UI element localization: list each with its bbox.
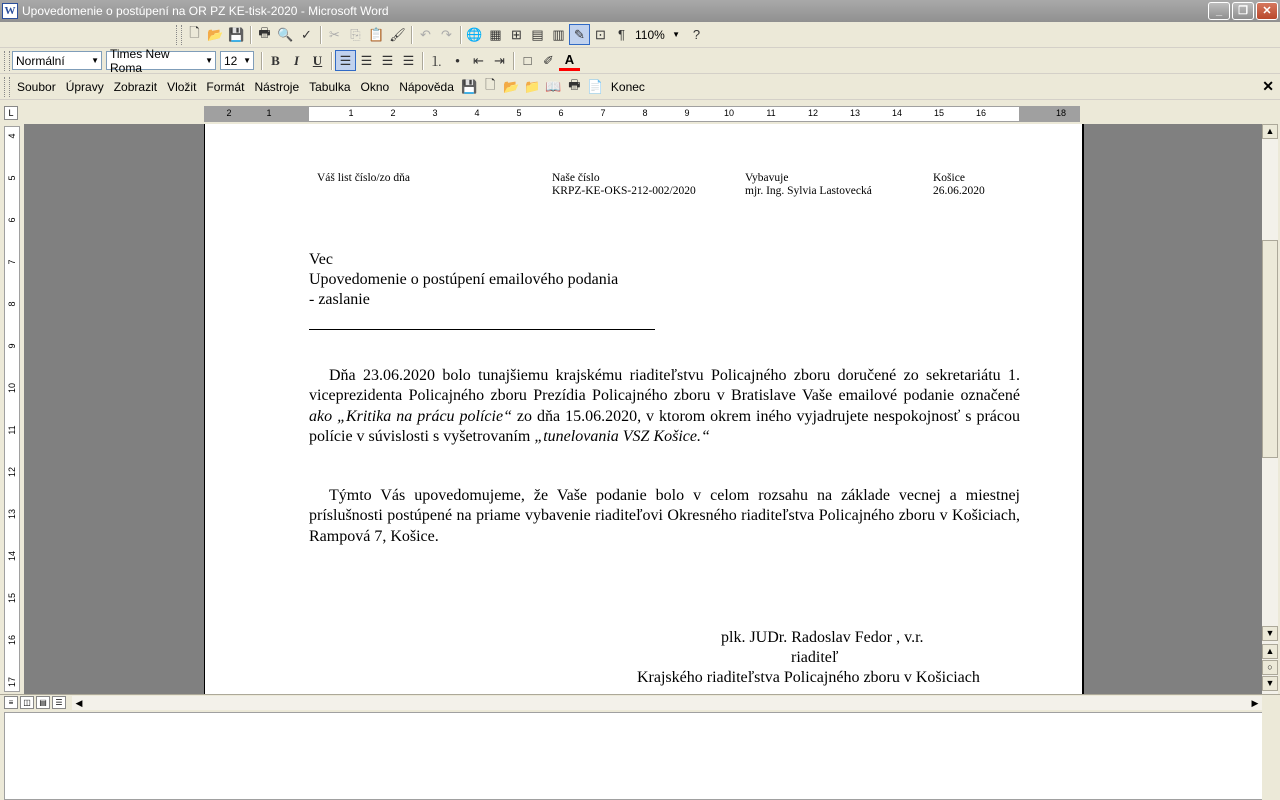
- subject-underline: [309, 329, 655, 330]
- ruler-number: 3: [432, 108, 438, 118]
- menu-zobrazit[interactable]: Zobrazit: [113, 79, 158, 94]
- ruler-number: 5: [516, 108, 522, 118]
- drawing-icon[interactable]: ✎: [569, 24, 590, 45]
- document-icon[interactable]: 📄: [587, 78, 604, 94]
- header-label: Naše číslo: [552, 172, 600, 184]
- zoom-select[interactable]: 110% ▼: [635, 27, 680, 42]
- para1-quote-a: ako „Kritika na prácu polície“: [309, 407, 512, 425]
- new-document-icon[interactable]: 🗋: [485, 76, 496, 92]
- cut-icon[interactable]: ✂: [329, 26, 340, 42]
- header-label: Košice: [933, 172, 965, 184]
- header-place-date: [933, 172, 985, 198]
- normal-view-icon[interactable]: ≡: [4, 696, 18, 709]
- menubar-grip[interactable]: [4, 77, 10, 97]
- document-page[interactable]: [204, 124, 1084, 694]
- font-size-select[interactable]: 12 ▼: [220, 51, 254, 70]
- scroll-up-icon[interactable]: ▲: [1262, 124, 1278, 139]
- columns-icon[interactable]: ▥: [552, 26, 565, 42]
- document-map-icon[interactable]: ⊡: [595, 26, 606, 42]
- menu-konec[interactable]: Konec: [610, 79, 645, 94]
- justify-icon[interactable]: ☰: [402, 52, 415, 68]
- window-title: Upovedomenie o postúpení na OR PZ KE-tisk-2020 - Microsoft Word: [22, 4, 389, 18]
- help-icon[interactable]: ?: [692, 27, 701, 42]
- para1-quote-b: „tunelovania VSZ Košice.“: [534, 427, 710, 445]
- header-label: Váš list číslo/zo dňa: [317, 172, 410, 184]
- zoom-value: 110%: [635, 27, 665, 42]
- scroll-down-icon[interactable]: ▼: [1262, 626, 1278, 641]
- align-center-icon[interactable]: ☰: [360, 52, 373, 68]
- insert-table-icon[interactable]: ⊞: [511, 26, 522, 42]
- ruler-number: 6: [7, 217, 17, 223]
- formatting-toolbar: [0, 48, 1280, 74]
- ruler-number: 7: [7, 259, 17, 265]
- standard-toolbar: [0, 22, 1280, 48]
- ruler-number: 1: [266, 108, 272, 118]
- save-icon[interactable]: 💾: [228, 26, 245, 42]
- bold-button[interactable]: B: [271, 52, 280, 68]
- ruler-number: 10: [723, 108, 735, 118]
- new-document-icon[interactable]: 🗋: [189, 24, 200, 40]
- tables-borders-icon[interactable]: ▦: [489, 26, 502, 42]
- menu-bar: [0, 74, 1280, 100]
- ruler-number: 5: [7, 175, 17, 181]
- header-value: KRPZ-KE-OKS-212-002/2020: [552, 185, 696, 197]
- paste-icon[interactable]: 📋: [368, 26, 385, 42]
- header-your-letter: [317, 172, 410, 185]
- open-recent-icon[interactable]: 📁: [524, 78, 541, 94]
- borders-icon[interactable]: □: [523, 53, 532, 68]
- open-folder-icon[interactable]: 📂: [503, 78, 520, 94]
- toolbar-grip[interactable]: [4, 51, 10, 71]
- insert-excel-icon[interactable]: ▤: [531, 26, 544, 42]
- ruler-number: 17: [7, 677, 17, 688]
- minimize-button[interactable]: _: [1208, 2, 1230, 20]
- style-select[interactable]: Normální ▼: [12, 51, 102, 70]
- header-label: Vybavuje: [745, 172, 789, 184]
- word-app-icon[interactable]: W: [2, 3, 18, 19]
- italic-button[interactable]: I: [293, 52, 300, 68]
- ruler-number: 13: [7, 509, 17, 520]
- print-layout-icon[interactable]: ▤: [36, 696, 50, 709]
- signature-name: plk. JUDr. Radoslav Fedor , v.r.: [721, 629, 924, 646]
- menu-okno[interactable]: Okno: [360, 79, 390, 94]
- subject-label: Vec: [309, 251, 333, 268]
- copy-icon[interactable]: ⎘: [350, 26, 361, 42]
- ruler-number: 4: [474, 108, 480, 118]
- ruler-number: 9: [684, 108, 690, 118]
- bullets-icon[interactable]: •: [455, 53, 460, 68]
- ruler-number: 14: [891, 108, 903, 118]
- align-right-icon[interactable]: ☰: [381, 52, 394, 68]
- document-area[interactable]: [24, 124, 1262, 694]
- ruler-number: 13: [849, 108, 861, 118]
- style-value: Normální: [16, 53, 65, 68]
- toolbar-grip[interactable]: [176, 25, 182, 45]
- horizontal-ruler[interactable]: [204, 106, 1080, 122]
- ruler-number: 7: [600, 108, 606, 118]
- redo-icon[interactable]: ↷: [441, 26, 452, 42]
- vertical-scrollbar[interactable]: [1262, 124, 1278, 694]
- restore-button[interactable]: ❐: [1232, 2, 1254, 20]
- ruler-number: 1: [348, 108, 354, 118]
- ruler-number: 15: [7, 593, 17, 604]
- ruler-number: 11: [7, 425, 17, 435]
- close-document-icon[interactable]: ✕: [1262, 78, 1274, 94]
- ruler-number: 11: [766, 108, 776, 118]
- ruler-number: 8: [642, 108, 648, 118]
- ruler-number: 8: [7, 301, 17, 307]
- read-icon[interactable]: 📖: [545, 78, 562, 94]
- header-our-number: [552, 172, 696, 198]
- decrease-indent-icon[interactable]: ⇤: [473, 52, 484, 68]
- title-bar: [0, 0, 1280, 22]
- lower-pane-scrollbar[interactable]: [1262, 712, 1278, 800]
- menu-vlozit[interactable]: Vložit: [167, 79, 197, 94]
- ruler-number: 16: [975, 108, 987, 118]
- menu-napoveda[interactable]: Nápověda: [399, 79, 454, 94]
- font-value: Times New Roma: [110, 46, 170, 75]
- show-hide-icon[interactable]: ¶: [618, 27, 625, 42]
- menu-format[interactable]: Formát: [206, 79, 245, 94]
- paragraph-1: [309, 366, 1020, 447]
- print-preview-icon[interactable]: 🔍: [277, 26, 294, 42]
- ruler-number: 6: [558, 108, 564, 118]
- menu-upravy[interactable]: Úpravy: [65, 79, 104, 94]
- ruler-number: 4: [7, 133, 17, 139]
- menu-nastroje[interactable]: Nástroje: [254, 79, 300, 94]
- para1-text-a: Dňa 23.06.2020 bolo tunajšiemu krajskému riaditeľstvu Policajného zboru doručené zo sekretariátu 1. viceprezidenta Policajného zboru Prezídia Policajného zboru v Bratislave Vaše emailové podanie označené: [309, 367, 1020, 405]
- select-browse-object-icon[interactable]: ○: [1262, 660, 1278, 675]
- ruler-number: 10: [7, 383, 17, 394]
- subject-suffix: - zaslanie: [309, 291, 370, 308]
- increase-indent-icon[interactable]: ⇥: [494, 52, 505, 68]
- font-size-value: 12: [224, 53, 238, 68]
- ruler-number: 14: [7, 551, 17, 562]
- horizontal-scroll-row: [0, 694, 1280, 710]
- undo-icon[interactable]: ↶: [420, 26, 431, 42]
- ruler-number: 9: [7, 343, 17, 349]
- ruler-number: 12: [7, 467, 17, 478]
- web-view-icon[interactable]: ◫: [20, 696, 34, 709]
- header-handled-by: [745, 172, 872, 198]
- align-left-icon[interactable]: ☰: [335, 50, 356, 71]
- ruler-number: 18: [1055, 108, 1067, 118]
- header-value: 26.06.2020: [933, 185, 985, 197]
- underline-button[interactable]: U: [312, 52, 323, 68]
- header-value: mjr. Ing. Sylvia Lastovecká: [745, 185, 872, 197]
- print-icon[interactable]: 🖶: [568, 76, 581, 92]
- menu-tabulka[interactable]: Tabulka: [309, 79, 351, 94]
- next-page-icon[interactable]: ▼: [1262, 676, 1278, 691]
- vertical-scroll-thumb[interactable]: [1262, 240, 1278, 458]
- open-folder-icon[interactable]: 📂: [207, 26, 224, 42]
- menu-soubor[interactable]: Soubor: [17, 79, 56, 94]
- ruler-number: 2: [226, 108, 232, 118]
- subject-title: Upovedomenie o postúpení emailového podania: [309, 271, 619, 288]
- previous-page-icon[interactable]: ▲: [1262, 644, 1278, 659]
- numbering-icon[interactable]: ⒈: [429, 54, 443, 69]
- tab-selector[interactable]: L: [4, 106, 18, 120]
- spelling-icon[interactable]: ✓: [301, 26, 312, 42]
- font-select[interactable]: Times New Roma ▼: [106, 51, 216, 70]
- ruler-number: 2: [390, 108, 396, 118]
- close-window-button[interactable]: ✕: [1256, 2, 1278, 20]
- paragraph-2: Týmto Vás upovedomujeme, že Vaše podanie bolo v celom rozsahu na základe vecnej a miestnej príslušnosti postúpené na priame vybavenie riaditeľovi Okresného riaditeľstva Policajného zboru v Košiciach, Rampová 7, Košice.: [309, 487, 1020, 545]
- signature-title: riaditeľ: [791, 649, 839, 666]
- save-icon[interactable]: 💾: [461, 78, 478, 94]
- format-painter-icon[interactable]: 🖌: [389, 26, 406, 42]
- ruler-row: [0, 102, 1280, 124]
- lower-pane[interactable]: [4, 712, 1274, 800]
- subject-block: [309, 250, 618, 310]
- ruler-number: 12: [807, 108, 819, 118]
- highlight-icon[interactable]: ✐: [543, 52, 554, 68]
- horizontal-scrollbar[interactable]: [72, 696, 1262, 710]
- ruler-number: 15: [933, 108, 945, 118]
- hyperlink-icon[interactable]: 🌐: [466, 26, 483, 42]
- font-color-icon[interactable]: A: [559, 50, 580, 71]
- scroll-left-icon[interactable]: ◀: [75, 698, 83, 708]
- signature-org: Krajského riaditeľstva Policajného zboru v Košiciach: [637, 669, 980, 686]
- para1-text-b: zo dňa 15.06.2020, v ktorom okrem iného vyjadrujete nespokojnosť s prácou polície v súvislosti s vyšetrovaním: [309, 407, 1020, 445]
- print-icon[interactable]: 🖶: [258, 24, 271, 40]
- scroll-right-icon[interactable]: ▶: [1251, 698, 1259, 708]
- ruler-number: 16: [7, 635, 17, 646]
- outline-view-icon[interactable]: ☰: [52, 696, 66, 709]
- vertical-ruler[interactable]: [4, 126, 20, 692]
